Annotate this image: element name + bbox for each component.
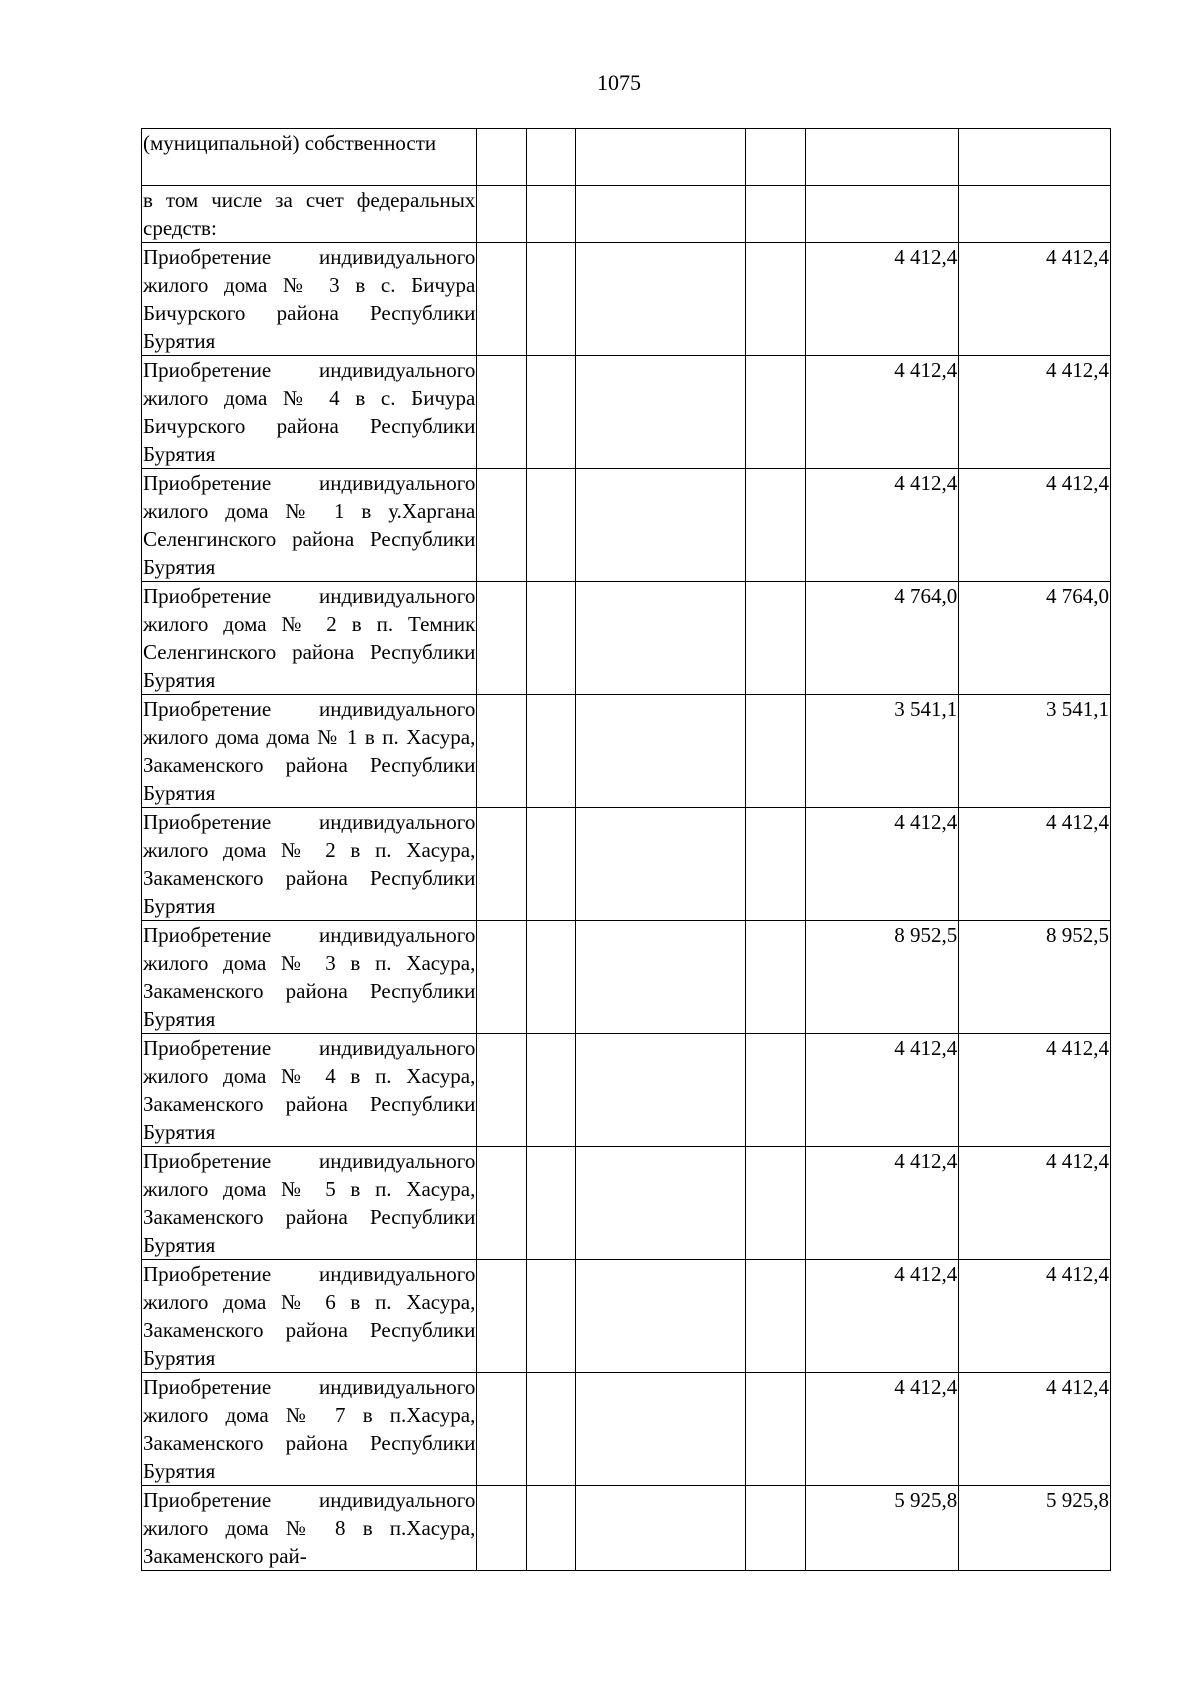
row-name: в том числе за счет федеральных средств:	[142, 186, 477, 243]
row-value-col6: 4 412,4	[806, 1034, 959, 1147]
row-name: Приобретение индивидуального жилого дома № 1 в у.Харгана Селенгинского района Республики Бурятия	[142, 469, 477, 582]
table-row	[142, 186, 1111, 243]
row-value-col6: 4 412,4	[806, 808, 959, 921]
row-value-col7: 4 412,4	[959, 469, 1111, 582]
table-row	[142, 1260, 1111, 1373]
table-row	[142, 1034, 1111, 1147]
row-value-col6: 4 412,4	[806, 1147, 959, 1260]
table-row	[142, 808, 1111, 921]
table-row	[142, 243, 1111, 356]
row-value-col6: 4 412,4	[806, 469, 959, 582]
row-value-col7	[959, 186, 1111, 243]
row-value-col7: 4 412,4	[959, 1147, 1111, 1260]
row-value-col7: 4 412,4	[959, 808, 1111, 921]
row-value-col6: 4 412,4	[806, 243, 959, 356]
row-name: Приобретение индивидуального жилого дома № 7 в п.Хасура, Закаменского района Республики Бурятия	[142, 1373, 477, 1486]
row-value-col6: 4 764,0	[806, 582, 959, 695]
row-name: Приобретение индивидуального жилого дома № 3 в с. Бичура Бичурского района Республики Бурятия	[142, 243, 477, 356]
table-row	[142, 469, 1111, 582]
table-body	[142, 129, 1111, 1571]
row-value-col7: 4 412,4	[959, 356, 1111, 469]
row-value-col6	[806, 129, 959, 186]
row-name: Приобретение индивидуального жилого дома № 8 в п.Хасура, Закаменского рай-	[142, 1486, 477, 1571]
row-value-col7	[959, 129, 1111, 186]
row-value-col7: 8 952,5	[959, 921, 1111, 1034]
table-row	[142, 1373, 1111, 1486]
row-value-col7: 4 412,4	[959, 1260, 1111, 1373]
row-value-col7: 4 764,0	[959, 582, 1111, 695]
row-value-col7: 4 412,4	[959, 1034, 1111, 1147]
table-row	[142, 921, 1111, 1034]
table-row	[142, 129, 1111, 186]
row-value-col7: 5 925,8	[959, 1486, 1111, 1571]
row-name: Приобретение индивидуального жилого дома № 2 в п. Темник Селенгинского района Республики Бурятия	[142, 582, 477, 695]
budget-table	[141, 128, 1111, 1571]
row-name: Приобретение индивидуального жилого дома № 4 в п. Хасура, Закаменского района Республики Бурятия	[142, 1034, 477, 1147]
row-name: Приобретение индивидуального жилого дома № 2 в п. Хасура, Закаменского района Республики Бурятия	[142, 808, 477, 921]
table-row	[142, 1486, 1111, 1571]
table-row	[142, 1147, 1111, 1260]
row-name: Приобретение индивидуального жилого дома дома № 1 в п. Хасура, Закаменского района Республики Бурятия	[142, 695, 477, 808]
row-value-col6: 4 412,4	[806, 356, 959, 469]
row-value-col7: 4 412,4	[959, 243, 1111, 356]
table-row	[142, 356, 1111, 469]
row-value-col7: 3 541,1	[959, 695, 1111, 808]
row-value-col6: 4 412,4	[806, 1373, 959, 1486]
row-name: Приобретение индивидуального жилого дома № 4 в с. Бичура Бичурского района Республики Бурятия	[142, 356, 477, 469]
row-name: Приобретение индивидуального жилого дома № 6 в п. Хасура, Закаменского района Республики Бурятия	[142, 1260, 477, 1373]
row-value-col7: 4 412,4	[959, 1373, 1111, 1486]
page-number: 1075	[597, 70, 641, 95]
row-value-col6	[806, 186, 959, 243]
table-row	[142, 695, 1111, 808]
row-value-col6: 3 541,1	[806, 695, 959, 808]
row-name: Приобретение индивидуального жилого дома № 5 в п. Хасура, Закаменского района Республики Бурятия	[142, 1147, 477, 1260]
row-value-col6: 4 412,4	[806, 1260, 959, 1373]
row-name: Приобретение индивидуального жилого дома № 3 в п. Хасура, Закаменского района Республики Бурятия	[142, 921, 477, 1034]
row-value-col6: 8 952,5	[806, 921, 959, 1034]
row-name: (муниципальной) собственности	[142, 129, 477, 186]
row-value-col6: 5 925,8	[806, 1486, 959, 1571]
table-row	[142, 582, 1111, 695]
